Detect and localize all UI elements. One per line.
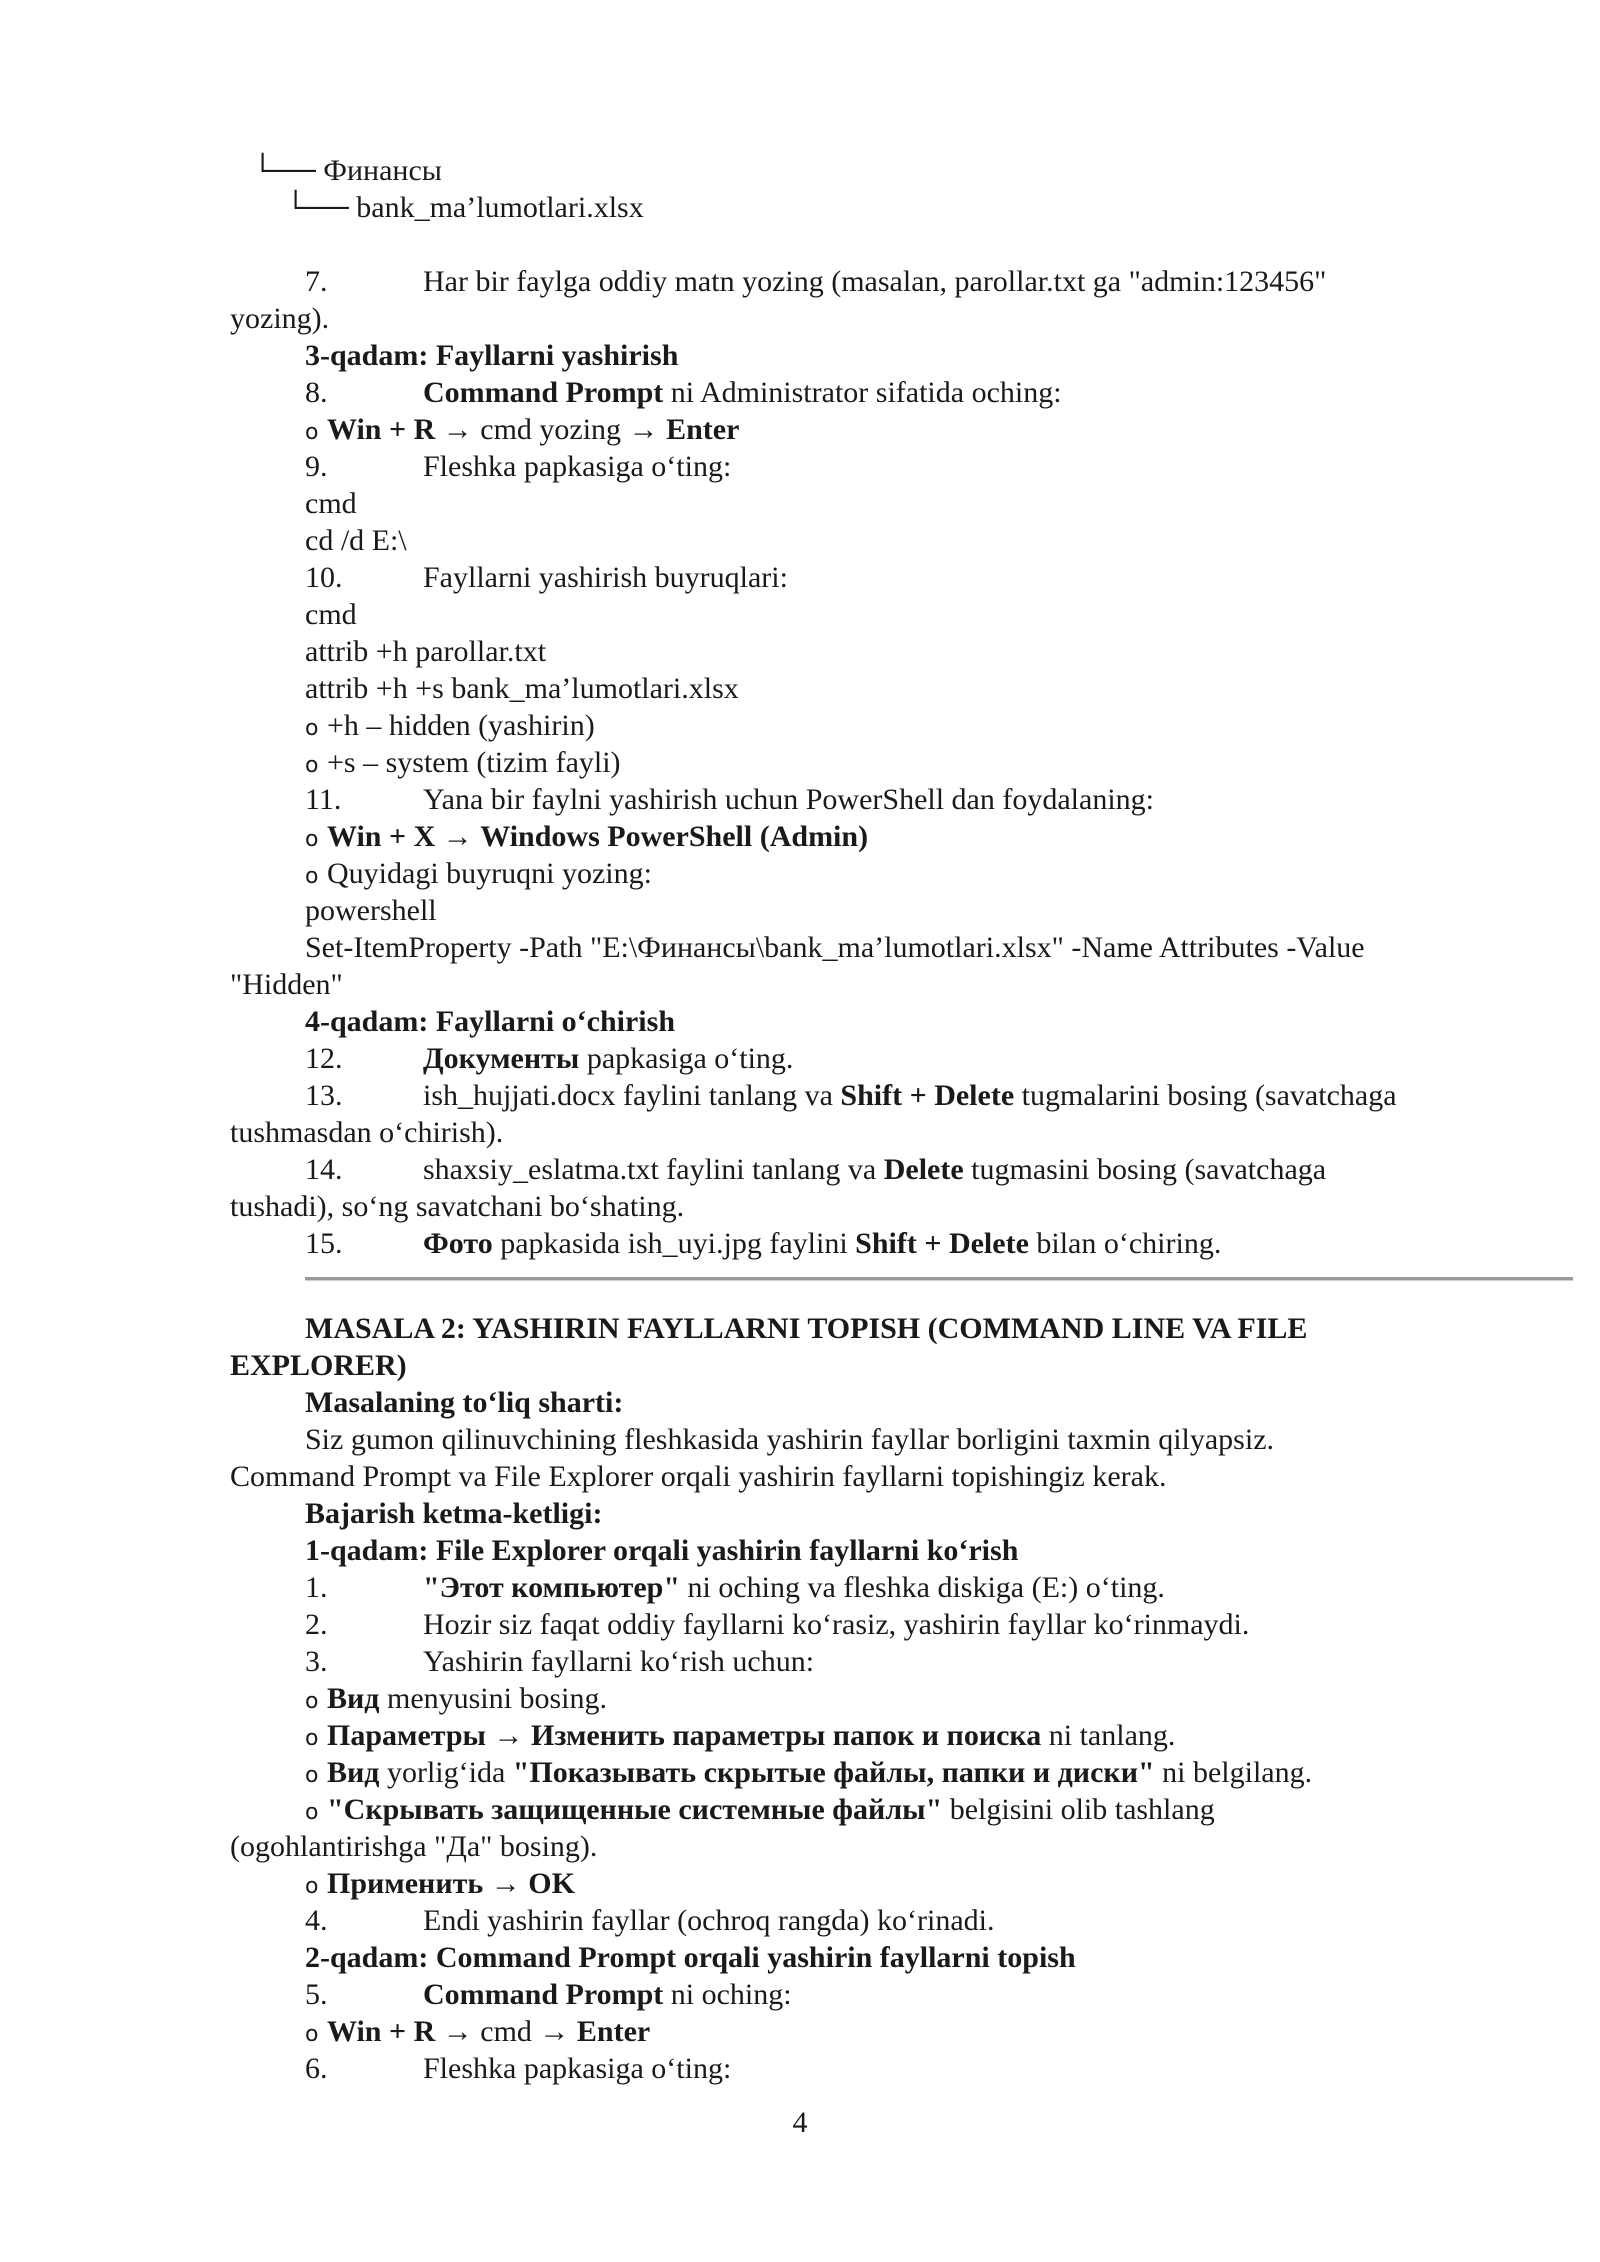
- list-item: 6. Fleshka papkasiga oʻting:: [305, 2052, 732, 2085]
- subheading: Bajarish ketma-ketligi:: [305, 1497, 603, 1530]
- list-item: 12. Документы papkasiga oʻting.: [305, 1042, 794, 1075]
- step-heading: 3-qadam: Fayllarni yashirish: [305, 339, 679, 372]
- page-number: 4: [792, 2106, 808, 2139]
- list-item: 3. Yashirin fayllarni koʻrish uchun:: [305, 1645, 815, 1678]
- horizontal-divider: [305, 1277, 1573, 1281]
- paragraph-line: Command Prompt va File Explorer orqali yashirin fayllarni topishingiz kerak.: [230, 1460, 1167, 1493]
- code-line: Set-ItemProperty -Path "E:\Финансы\bank_ma’lumotlari.xlsx" -Name Attributes -Value: [305, 931, 1365, 964]
- code-label: powershell: [305, 894, 437, 927]
- paragraph-line: Siz gumon qilinuvchining fleshkasida yashirin fayllar borligini taxmin qilyapsiz.: [305, 1423, 1275, 1456]
- tree-line-folder: └── Финансы: [252, 154, 442, 187]
- list-item: 4. Endi yashirin fayllar (ochroq rangda) koʻrinadi.: [305, 1904, 995, 1937]
- list-item: 9. Fleshka papkasiga oʻting:: [305, 450, 732, 483]
- list-item: 10. Fayllarni yashirish buyruqlari:: [305, 561, 788, 594]
- bullet-item: o Применить → OK: [305, 1867, 575, 1900]
- step-heading: 4-qadam: Fayllarni oʻchirish: [305, 1005, 676, 1038]
- list-item-continuation: yozing).: [230, 302, 330, 335]
- code-line-continuation: "Hidden": [230, 968, 343, 1001]
- list-item: 7. Har bir faylga oddiy matn yozing (masalan, parollar.txt ga "admin:123456": [305, 265, 1327, 298]
- bullet-item: o "Скрывать защищенные системные файлы" belgisini olib tashlang: [305, 1793, 1215, 1826]
- section-title: MASALA 2: YASHIRIN FAYLLARNI TOPISH (COMMAND LINE VA FILE: [305, 1312, 1308, 1345]
- code-line: attrib +h +s bank_ma’lumotlari.xlsx: [305, 672, 739, 705]
- bullet-item: o Win + R → cmd → Enter: [305, 2015, 651, 2048]
- list-item: 14. shaxsiy_eslatma.txt faylini tanlang va Delete tugmasini bosing (savatchaga: [305, 1153, 1327, 1186]
- list-item: 5. Command Prompt ni oching:: [305, 1978, 792, 2011]
- code-line: cd /d E:\: [305, 524, 407, 557]
- bullet-item: o Quyidagi buyruqni yozing:: [305, 857, 652, 890]
- list-item: 15. Фото papkasida ish_uyi.jpg faylini Shift + Delete bilan oʻchiring.: [305, 1227, 1222, 1260]
- list-item: 11. Yana bir faylni yashirish uchun PowerShell dan foydalaning:: [305, 783, 1155, 816]
- bullet-item: o Параметры → Изменить параметры папок и поиска ni tanlang.: [305, 1719, 1176, 1752]
- bullet-item-continuation: (ogohlantirishga "Да" bosing).: [230, 1830, 598, 1863]
- code-label: cmd: [305, 598, 357, 631]
- list-item-continuation: tushmasdan oʻchirish).: [230, 1116, 504, 1149]
- bullet-item: o +h – hidden (yashirin): [305, 709, 595, 742]
- code-label: cmd: [305, 487, 357, 520]
- code-line: attrib +h parollar.txt: [305, 635, 547, 668]
- step-heading: 2-qadam: Command Prompt orqali yashirin fayllarni topish: [305, 1941, 1076, 1974]
- bullet-item: o Win + R → cmd yozing → Enter: [305, 413, 740, 446]
- bullet-item: o Win + X → Windows PowerShell (Admin): [305, 820, 869, 853]
- list-item: 2. Hozir siz faqat oddiy fayllarni koʻrasiz, yashirin fayllar koʻrinmaydi.: [305, 1608, 1250, 1641]
- section-title-continuation: EXPLORER): [230, 1349, 407, 1382]
- tree-line-file: └── bank_ma’lumotlari.xlsx: [285, 191, 644, 224]
- step-heading: 1-qadam: File Explorer orqali yashirin fayllarni koʻrish: [305, 1534, 1019, 1567]
- list-item: 1. "Этот компьютер" ni oching va fleshka diskiga (E:) oʻting.: [305, 1571, 1165, 1604]
- list-item: 13. ish_hujjati.docx faylini tanlang va Shift + Delete tugmalarini bosing (savatchaga: [305, 1079, 1397, 1112]
- subheading: Masalaning toʻliq sharti:: [305, 1386, 624, 1419]
- bullet-item: o +s – system (tizim fayli): [305, 746, 621, 779]
- bullet-item: o Вид menyusini bosing.: [305, 1682, 607, 1715]
- list-item: 8. Command Prompt ni Administrator sifatida oching:: [305, 376, 1062, 409]
- bullet-item: o Вид yorligʻida "Показывать скрытые файлы, папки и диски" ni belgilang.: [305, 1756, 1313, 1789]
- list-item-continuation: tushadi), soʻng savatchani boʻshating.: [230, 1190, 685, 1223]
